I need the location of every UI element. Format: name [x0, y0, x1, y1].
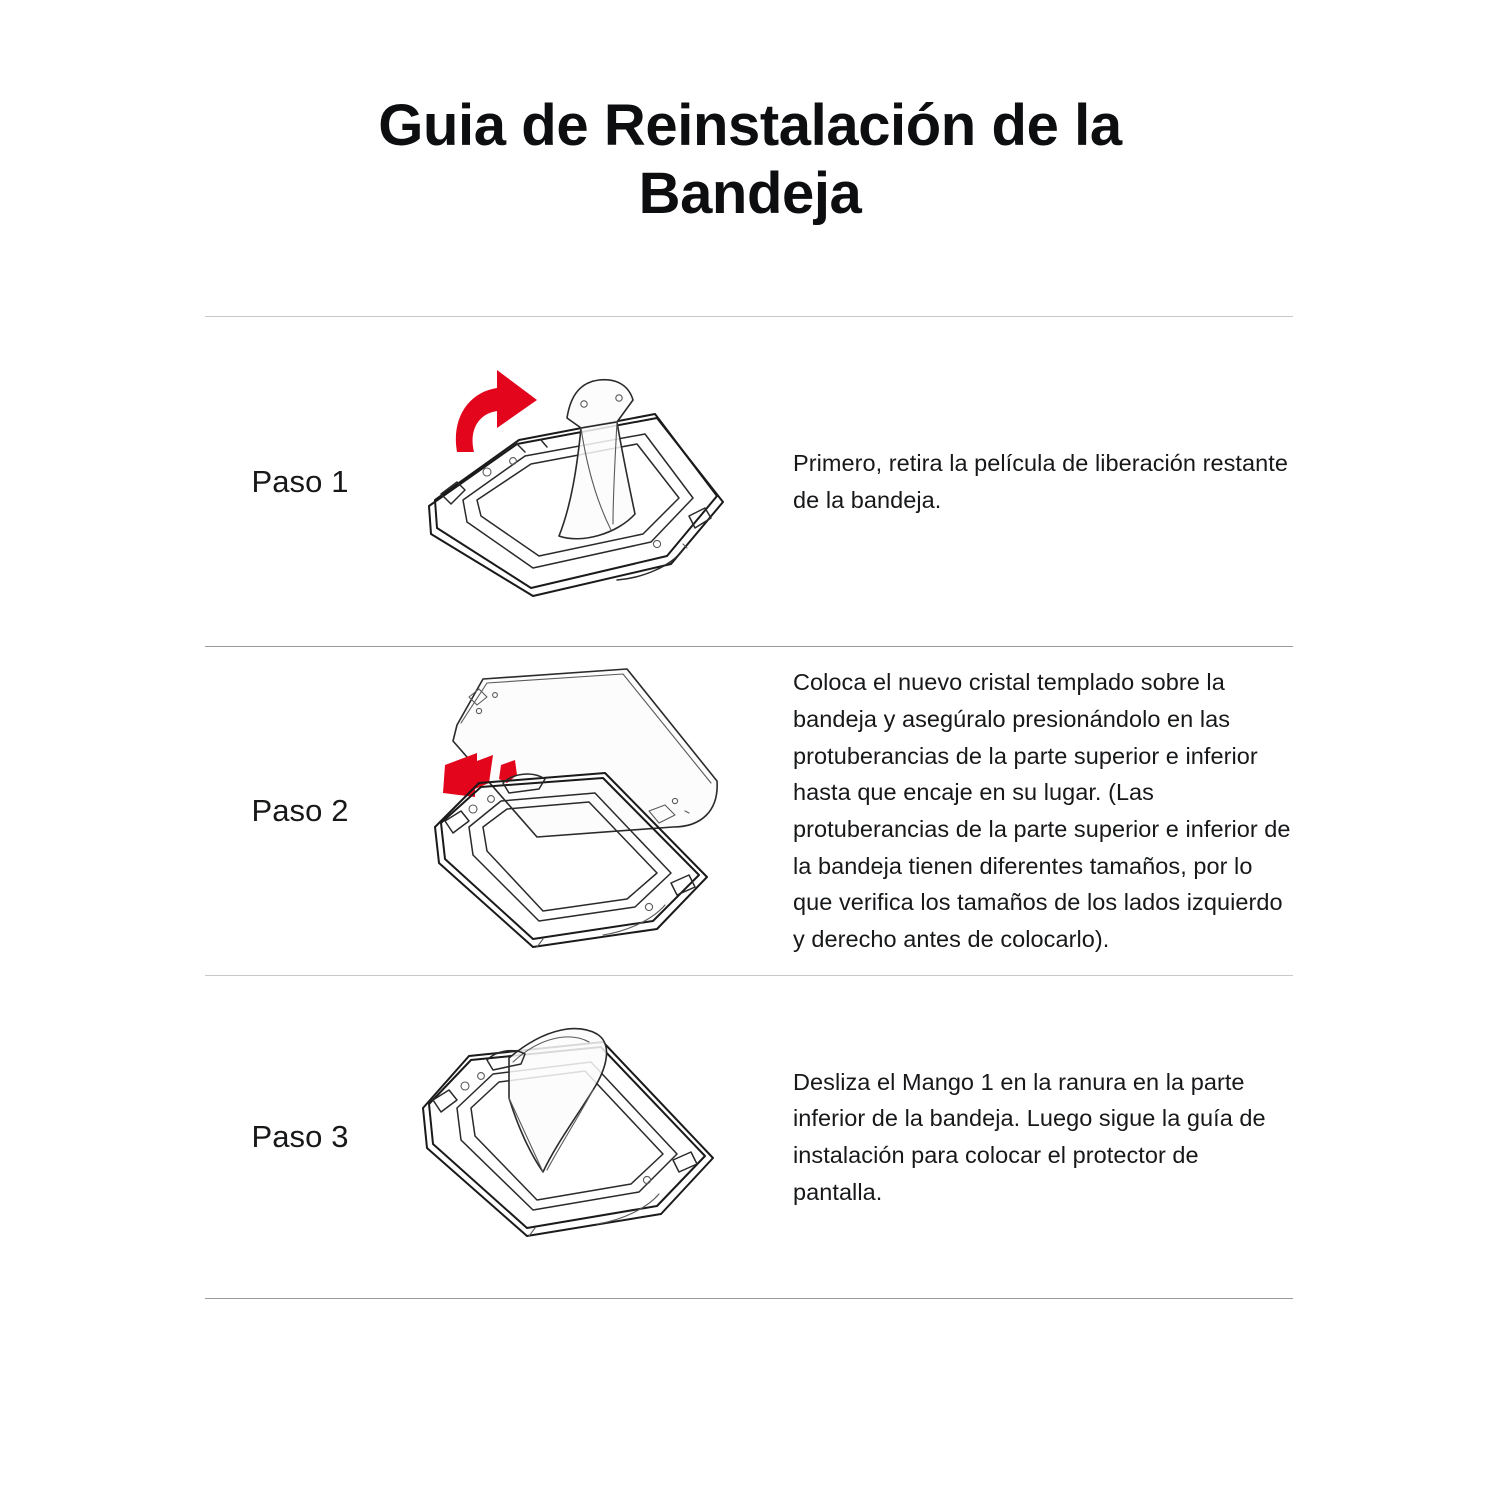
step-figure-cell: [405, 348, 747, 616]
tray-peel-release-film-illustration: [421, 348, 731, 616]
step-row: [205, 976, 1293, 1298]
page-title: Guia de Reinstalación de la Bandeja: [378, 93, 1122, 227]
step-label-2: Paso 2: [251, 793, 349, 828]
step-text-cell: [747, 664, 1293, 957]
tray-line-art: [423, 1029, 713, 1236]
step-row: [205, 317, 1293, 646]
step-label-3: Paso 3: [251, 1119, 349, 1154]
step-figure-cell: [405, 661, 747, 961]
page-title-block: [0, 92, 1500, 229]
step-row: [205, 647, 1293, 975]
steps-container: [205, 316, 1293, 1299]
step-text-cell: [747, 445, 1293, 518]
step-label-cell: [205, 1119, 405, 1155]
step-description-3: Desliza el Mango 1 en la ranura en la parte inferior de la bandeja. Luego sigue la guía de instalación para colocar el protector de pantalla.: [793, 1068, 1266, 1205]
divider-bottom: [205, 1298, 1293, 1299]
step-figure-cell: [405, 1012, 747, 1262]
tray-with-floating-glass-illustration: [417, 661, 735, 961]
step-text-cell: [747, 1064, 1293, 1211]
step-description-2: Coloca el nuevo cristal templado sobre la bandeja y asegúralo presionándolo en las protuberancias de la parte superior e inferior hasta que encaje en su lugar. (Las protuberancias de la parte superior e inferior de la bandeja tienen diferentes tamaños, por lo que verifica los tamaños de los lados izquierdo y derecho antes de colocarlo).: [793, 669, 1291, 952]
step-label-cell: [205, 464, 405, 500]
tray-with-installed-glass-and-lifted-flap-illustration: [417, 1012, 735, 1262]
tempered-glass-panel: [453, 669, 717, 837]
step-label-1: Paso 1: [251, 463, 349, 499]
step-description-1: Primero, retira la película de liberación restante de la bandeja.: [793, 449, 1288, 513]
step-label-cell: [205, 793, 405, 829]
